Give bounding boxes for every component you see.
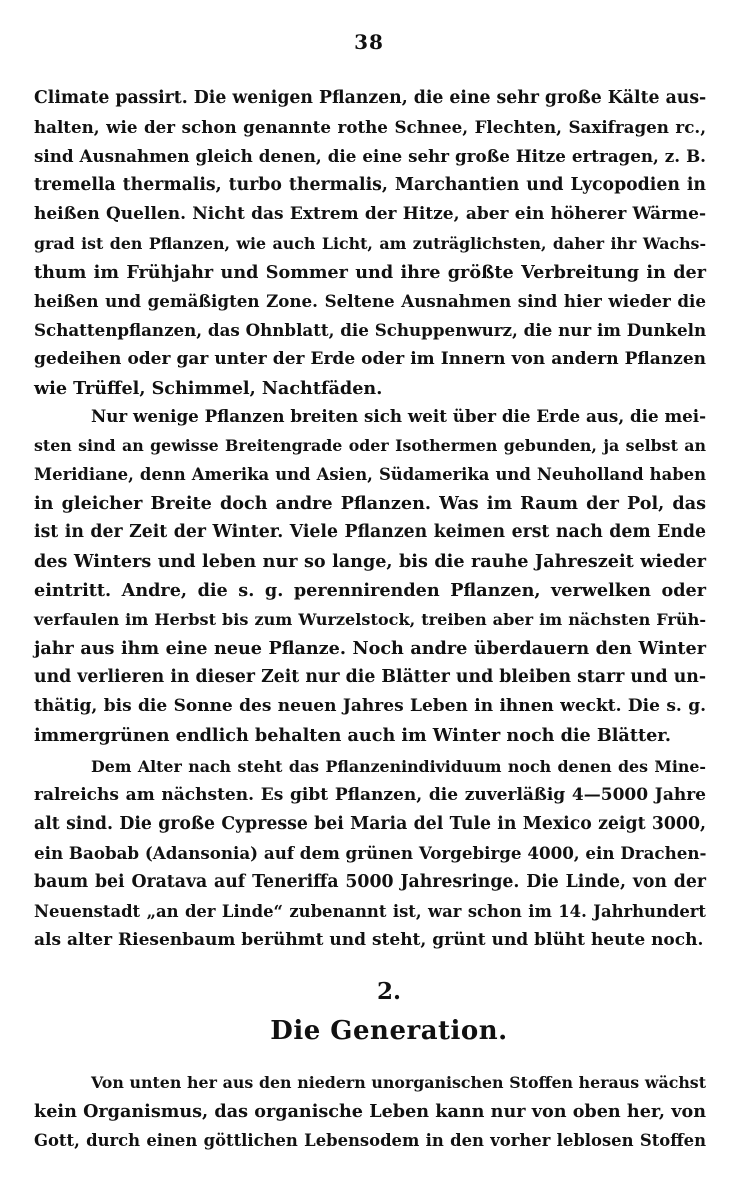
text-line: heißen und gemäßigten Zone. Seltene Ausnahmen sind hier wieder die (34, 291, 706, 311)
text-line: sten sind an gewisse Breitengrade oder Isothermen gebunden, ja selbst an (34, 436, 706, 455)
text-line: Neuenstadt „an der Linde“ zubenannt ist, war schon im 14. Jahrhundert (34, 902, 706, 921)
text-line: thätig, bis die Sonne des neuen Jahres Leben in ihnen weckt. Die s. g. (34, 696, 706, 716)
text-line: eintritt. Andre, die s. g. perennirenden Pflanzen, verwelken oder (34, 580, 706, 601)
text-line: als alter Riesenbaum berühmt und steht, grünt und blüht heute noch. (34, 930, 704, 950)
text-line: halten, wie der schon genannte rothe Schnee, Flechten, Saxifragen rc., (34, 117, 706, 137)
text-line: ein Baobab (Adansonia) auf dem grünen Vorgebirge 4000, ein Drachen- (34, 843, 707, 863)
text-line: des Winters und leben nur so lange, bis die rauhe Jahreszeit wieder (34, 551, 706, 572)
text-line: kein Organismus, das organische Leben kann nur von oben her, von (34, 1101, 706, 1122)
paragraph (34, 84, 706, 403)
text-line: alt sind. Die große Cypresse bei Maria del Tule in Mexico zeigt 3000, (34, 814, 706, 834)
paragraph (34, 1068, 706, 1155)
text-line: Nur wenige Pflanzen breiten sich weit über die Erde aus, die mei- (91, 406, 706, 426)
text-line: grad ist den Pflanzen, wie auch Licht, am zuträglichsten, daher ihr Wachs- (34, 234, 706, 253)
text-line: wie Trüffel, Schimmel, Nachtfäden. (34, 378, 383, 399)
text-line: gedeihen oder gar unter der Erde oder im Innern von andern Pflanzen (34, 349, 706, 369)
section-title: Die Generation. (270, 1016, 508, 1046)
paragraph (34, 402, 706, 750)
text-line: Von unten her aus den niedern unorganischen Stoffen heraus wächst (91, 1073, 706, 1092)
section-number: 2. (376, 978, 401, 1005)
text-line: Gott, durch einen göttlichen Lebensodem in den vorher leblosen Stoffen (34, 1131, 706, 1150)
text-line: ist in der Zeit der Winter. Viele Pflanzen keimen erst nach dem Ende (34, 522, 706, 542)
text-line: Climate passirt. Die wenigen Pflanzen, die eine sehr große Kälte aus- (34, 88, 707, 108)
text-line: tremella thermalis, turbo thermalis, Marchantien und Lycopodien in (34, 175, 706, 195)
text-line: sind Ausnahmen gleich denen, die eine sehr große Hitze ertragen, z. B. (34, 146, 706, 166)
text-line: jahr aus ihm eine neue Pflanze. Noch andre überdauern den Winter (34, 638, 706, 659)
text-line: in gleicher Breite doch andre Pflanzen. Was im Raum der Pol, das (34, 493, 706, 514)
text-line: und verlieren in dieser Zeit nur die Blätter und bleiben starr und un- (34, 667, 706, 687)
text-line: thum im Frühjahr und Sommer und ihre größte Verbreitung in der (34, 262, 706, 283)
text-line: verfaulen im Herbst bis zum Wurzelstock, treiben aber im nächsten Früh- (34, 610, 706, 629)
text-line: heißen Quellen. Nicht das Extrem der Hitze, aber ein höherer Wärme- (34, 204, 706, 224)
text-line: Meridiane, denn Amerika und Asien, Südamerika und Neuholland haben (34, 465, 706, 484)
text-line: baum bei Oratava auf Teneriffa 5000 Jahresringe. Die Linde, von der (34, 872, 706, 892)
text-line: Schattenpflanzen, das Ohnblatt, die Schuppenwurz, die nur im Dunkeln (34, 320, 707, 340)
text-line: ralreichs am nächsten. Es gibt Pflanzen, die zuverläßig 4—5000 Jahre (34, 785, 706, 805)
page-number: 38 (354, 30, 384, 54)
paragraph (34, 752, 706, 955)
text-line: Dem Alter nach steht das Pflanzenindividuum noch denen des Mine- (91, 757, 706, 776)
text-line: immergrünen endlich behalten auch im Winter noch die Blätter. (34, 725, 672, 746)
